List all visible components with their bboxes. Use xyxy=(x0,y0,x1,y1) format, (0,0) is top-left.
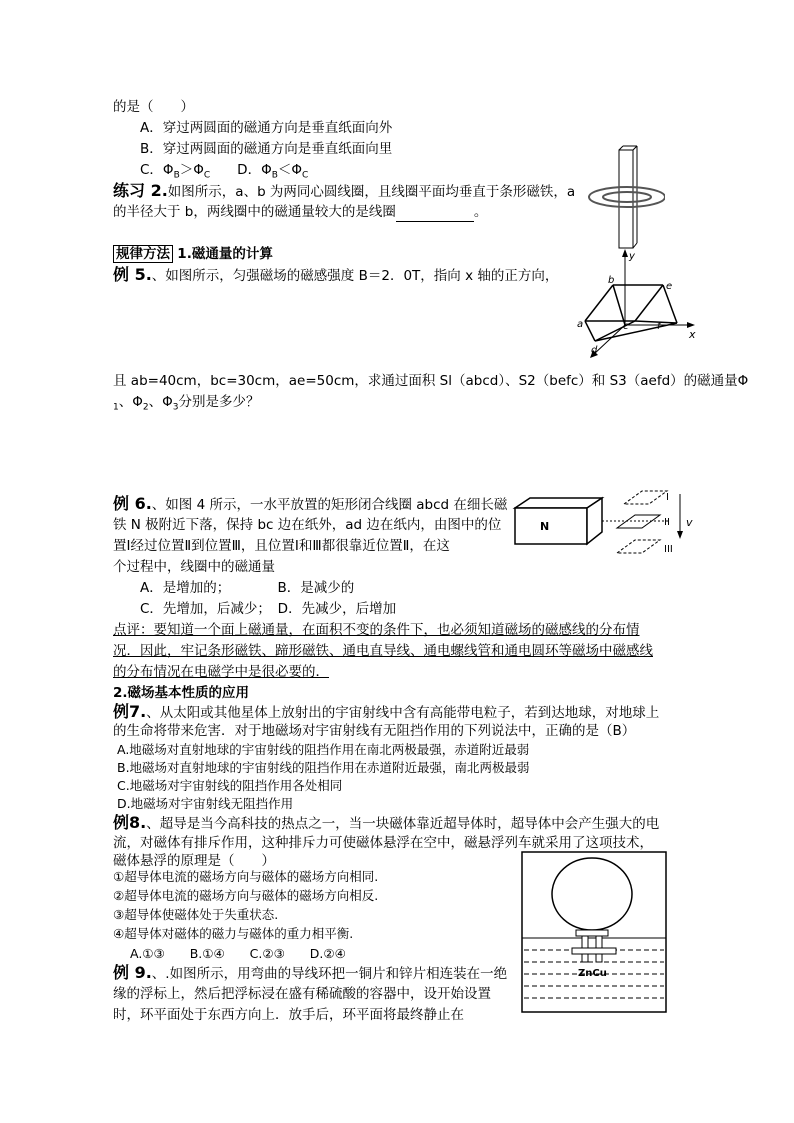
ex9-line2: 缘的浮标上，然后把浮标浸在盛有稀硫酸的容器中，设开始设置 xyxy=(113,986,491,1002)
svg-text:d: d xyxy=(591,345,598,356)
svg-text:ZnCu: ZnCu xyxy=(578,968,607,979)
note-line2: 况．因此，牢记条形磁铁、蹄形磁铁、通电直导线、通电螺线管和通电圆环等磁场中磁感线 xyxy=(113,643,653,659)
ex6-line3: 置Ⅰ经过位置Ⅱ到位置Ⅲ，且位置Ⅰ和Ⅲ都很靠近位置Ⅱ，在这 xyxy=(113,538,450,554)
svg-text:x: x xyxy=(689,328,696,341)
svg-text:e: e xyxy=(666,281,673,292)
section1-title: 1.磁通量的计算 xyxy=(177,246,273,262)
ex8-label: 例8. xyxy=(113,813,147,832)
practice2-line2: 的半径大于 b，两线圈中的磁通量较大的是线圈 。 xyxy=(113,204,488,220)
svg-text:b: b xyxy=(608,275,615,286)
answer-blank[interactable] xyxy=(396,207,474,222)
ex8-statement-3: ③超导体使磁体处于失重状态. xyxy=(113,907,279,922)
svg-text:c: c xyxy=(623,321,629,332)
ex7-option-b: B.地磁场对直射地球的宇宙射线的阻挡作用在赤道附近最强，南北两极最弱 xyxy=(117,760,530,775)
practice2-label: 练习 2. xyxy=(113,181,168,200)
q-top-option-a: A．穿过两圆面的磁通方向是垂直纸面向外 xyxy=(140,120,393,136)
svg-text:v: v xyxy=(686,516,693,529)
ex9-line1: 例 9.、.如图所示，用弯曲的导线环把一铜片和锌片相连装在一绝 xyxy=(113,963,508,982)
magnet-rings-figure xyxy=(585,145,665,255)
svg-text:II: II xyxy=(664,517,670,528)
practice2-line1: 练习 2.如图所示，a、b 为两同心圆线圈，且线圈平面均垂直于条形磁铁，a xyxy=(113,181,576,200)
ex7-line2: 的生命将带来危害．对于地磁场对宇宙射线有无阻挡作用的下列说法中，正确的是（B） xyxy=(113,723,636,739)
section1-heading xyxy=(113,244,273,264)
ex7-option-a: A.地磁场对直射地球的宇宙射线的阻挡作用在南北两极最强，赤道附近最弱 xyxy=(117,742,530,757)
note-line1: 点评：要知道一个面上磁通量，在面积不变的条件下，也必须知道磁场的磁感线的分布情 xyxy=(113,622,640,638)
ex7-line1: 例7.、从太阳或其他星体上放射出的宇宙射线中含有高能带电粒子，若到达地球，对地球上 xyxy=(113,702,660,721)
section2-title: 2.磁场基本性质的应用 xyxy=(113,685,250,701)
ex6-line4: 个过程中，线圈中的磁通量 xyxy=(113,559,275,575)
ex6-label: 例 6. xyxy=(113,494,152,513)
svg-text:a: a xyxy=(577,319,584,330)
ex8-line2: 流，对磁体有排斥作用，这种排斥力可使磁体悬浮在空中，磁悬浮列车就采用了这项技术， xyxy=(113,835,653,851)
ex5-line3: $_1$、$\Phi_2$、$\Phi_3$分别是多少？ xyxy=(113,394,260,413)
ex9-float-figure xyxy=(520,850,670,1016)
ex5-line2: 且 ab=40cm，bc=30cm，ae=50cm，求通过面积 Sl（abcd）、S2（befc）和 S3（aefd）的磁通量Φ xyxy=(113,373,749,389)
ex7-option-c: C.地磁场对宇宙射线的阻挡作用各处相同 xyxy=(117,778,343,793)
ex8-line1: 例8.、超导是当今高科技的热点之一，当一块磁体靠近超导体时，超导体中会产生强大的电 xyxy=(113,813,660,832)
ex7-option-d: D.地磁场对宇宙射线无阻挡作用 xyxy=(117,796,294,811)
ex8-statement-4: ④超导体对磁体的磁力与磁体的重力相平衡. xyxy=(113,926,354,941)
svg-text:y: y xyxy=(629,251,635,262)
section1-tag: 规律方法 xyxy=(113,245,173,263)
note-line3: 的分布情况在电磁学中是很必要的． xyxy=(113,664,329,680)
svg-text:III: III xyxy=(664,544,673,555)
ex6-options-cd: C．先增加，后减少； D．先减少，后增加 xyxy=(140,601,397,617)
q-top-option-b: B．穿过两圆面的磁通方向是垂直纸面向里 xyxy=(140,141,393,157)
ex6-line2: 铁 N 极附近下落，保持 bc 边在纸外，ad 边在纸内，由图中的位 xyxy=(113,517,502,533)
ex7-label: 例7. xyxy=(113,702,147,721)
ex6-options-ab: A．是增加的； B．是减少的 xyxy=(140,580,355,596)
q-top-stem: 的是（ ） xyxy=(113,99,194,115)
ex5-line1: 例 5.、如图所示，匀强磁场的磁感强度 B＝2．0T，指向 x 轴的正方向， xyxy=(113,265,559,284)
ex9-label: 例 9. xyxy=(113,963,152,982)
ex8-options: A.①③ B.①④ C.②③ D.②④ xyxy=(130,946,346,961)
ex6-line1: 例 6.、如图 4 所示，一水平放置的矩形闭合线圈 abcd 在细长磁 xyxy=(113,494,508,513)
ex5-label: 例 5. xyxy=(113,265,152,284)
svg-text:N: N xyxy=(540,520,550,533)
ex8-statement-2: ②超导体电流的磁场方向与磁体的磁场方向相反. xyxy=(113,888,379,903)
svg-text:f: f xyxy=(657,321,661,332)
q-top-option-cd: C．$\Phi_B>\Phi_C$ D．$\Phi_B<\Phi_C$ xyxy=(140,162,309,181)
ex8-line3: 磁体悬浮的原理是（ ） xyxy=(113,853,275,869)
ex8-statement-1: ①超导体电流的磁场方向与磁体的磁场方向相同. xyxy=(113,869,379,884)
svg-text:I: I xyxy=(666,492,669,503)
ex9-line3: 时，环平面处于东西方向上．放手后，环平面将最终静止在 xyxy=(113,1007,464,1023)
ex6-magnet-figure xyxy=(512,486,702,561)
ex5-prism-figure xyxy=(565,245,705,365)
